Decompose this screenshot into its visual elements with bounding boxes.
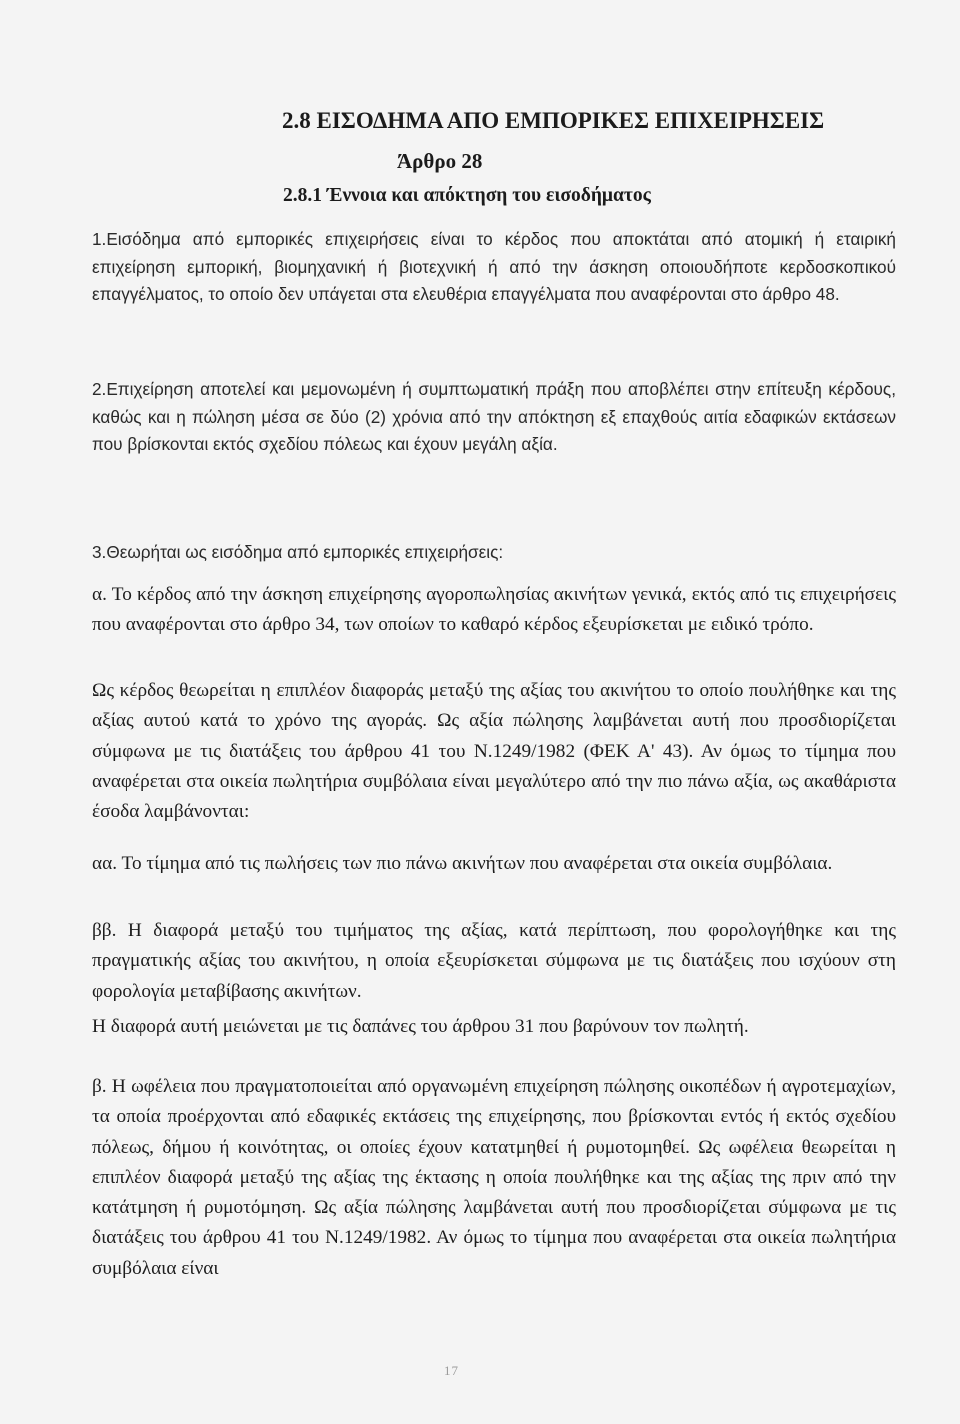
paragraph-difference-reduction: Η διαφορά αυτή μειώνεται με τις δαπάνες του άρθρου 31 που βαρύνουν τον πωλητή. — [92, 1016, 749, 1037]
paragraph-3: 3.Θεωρήται ως εισόδημα από εμπορικές επιχειρήσεις: — [92, 542, 504, 562]
paragraph-alpha-alpha: αα. Το τίμημα από τις πωλήσεις των πιο πάνω ακινήτων που αναφέρεται στα οικεία συμβόλαια. — [92, 853, 833, 874]
paragraph-beta: β. Η ωφέλεια που πραγματοποιείται από οργανωμένη επιχείρηση πώλησης οικοπέδων ή αγροτεμαχίων, τα οποία προέρχονται από εδαφικές εκτάσεις της επιχείρησης, που βρίσκονται εντός ή εκτός σχεδίου πόλεως, δήμου ή κοινότητας, οι οποίες έχουν κατατμηθεί ή ρυμοτομηθεί. Ως ωφέλεια θεωρείται η επιπλέον διαφορά μεταξύ της αξίας της έκτασης η οποία πουλήθηκε και της αξίας της πριν από την κατάτμηση ή ρυμοτόμηση. Ως αξία πώλησης λαμβάνεται αυτή που προσδιορίζεται σύμφωνα με τις διατάξεις του άρθρου 41 του Ν.1249/1982. Αν όμως το τίμημα που αναφέρεται στα οικεία πωλητήρια συμβόλαια είναι — [92, 1076, 896, 1279]
paragraph-profit-definition: Ως κέρδος θεωρείται η επιπλέον διαφοράς μεταξύ της αξίας του ακινήτου το οποίο πουλήθηκε και της αξίας αυτού κατά το χρόνο της αγοράς. Ως αξία πώλησης λαμβάνεται αυτή που προσδιορίζεται σύμφωνα με τις διατάξεις του άρθρου 41 του Ν.1249/1982 (ΦΕΚ Α' 43). Αν όμως το τίμημα που αναφέρεται στα οικεία πωλητήρια συμβόλαια είναι μεγαλύτερο από την πιο πάνω αξία, ως ακαθάριστα έσοδα λαμβάνονται: — [92, 680, 896, 823]
article-heading: Άρθρο 28 — [397, 149, 483, 173]
subsection-heading: 2.8.1 Έννοια και απόκτηση του εισοδήματος — [283, 185, 651, 206]
section-heading: 2.8 ΕΙΣΟΔΗΜΑ ΑΠΟ ΕΜΠΟΡΙΚΕΣ ΕΠΙΧΕΙΡΗΣΕΙΣ — [282, 108, 825, 133]
paragraph-alpha: α. Το κέρδος από την άσκηση επιχείρησης αγοροπωλησίας ακινήτων γενικά, εκτός από τις επιχειρήσεις που αναφέρονται στο άρθρο 34, των οποίων το καθαρό κέρδος εξευρίσκεται με ειδικό τρόπο. — [92, 584, 896, 636]
paragraph-1: 1.Εισόδημα από εμπορικές επιχειρήσεις είναι το κέρδος που αποκτάται από ατομική ή εταιρική επιχείρηση εμπορική, βιομηχανική ή βιοτεχνική ή από την άσκηση οποιουδήποτε κερδοσκοπικού επαγγέλματος, το οποίο δεν υπάγεται στα ελευθέρια επαγγέλματα που αναφέρονται στο άρθρο 48. — [92, 229, 896, 304]
page-number: 17 — [444, 1363, 459, 1378]
paragraph-2: 2.Επιχείρηση αποτελεί και μεμονωμένη ή συμπτωματική πράξη που αποβλέπει στην επίτευξη κέρδους, καθώς και η πώληση μέσα σε δύο (2) χρόνια από την απόκτηση εξ επαχθούς αιτία εδαφικών εκτάσεων που βρίσκονται εκτός σχεδίου πόλεως και έχουν μεγάλη αξία. — [92, 379, 896, 454]
paragraph-beta-beta: ββ. Η διαφορά μεταξύ του τιμήματος της αξίας, κατά περίπτωση, που φορολογήθηκε και της πραγματικής αξίας του ακινήτου, η οποία εξευρίσκεται σύμφωνα με τις διατάξεις που ισχύουν στη φορολογία μεταβίβασης ακινήτων. — [92, 920, 896, 1002]
